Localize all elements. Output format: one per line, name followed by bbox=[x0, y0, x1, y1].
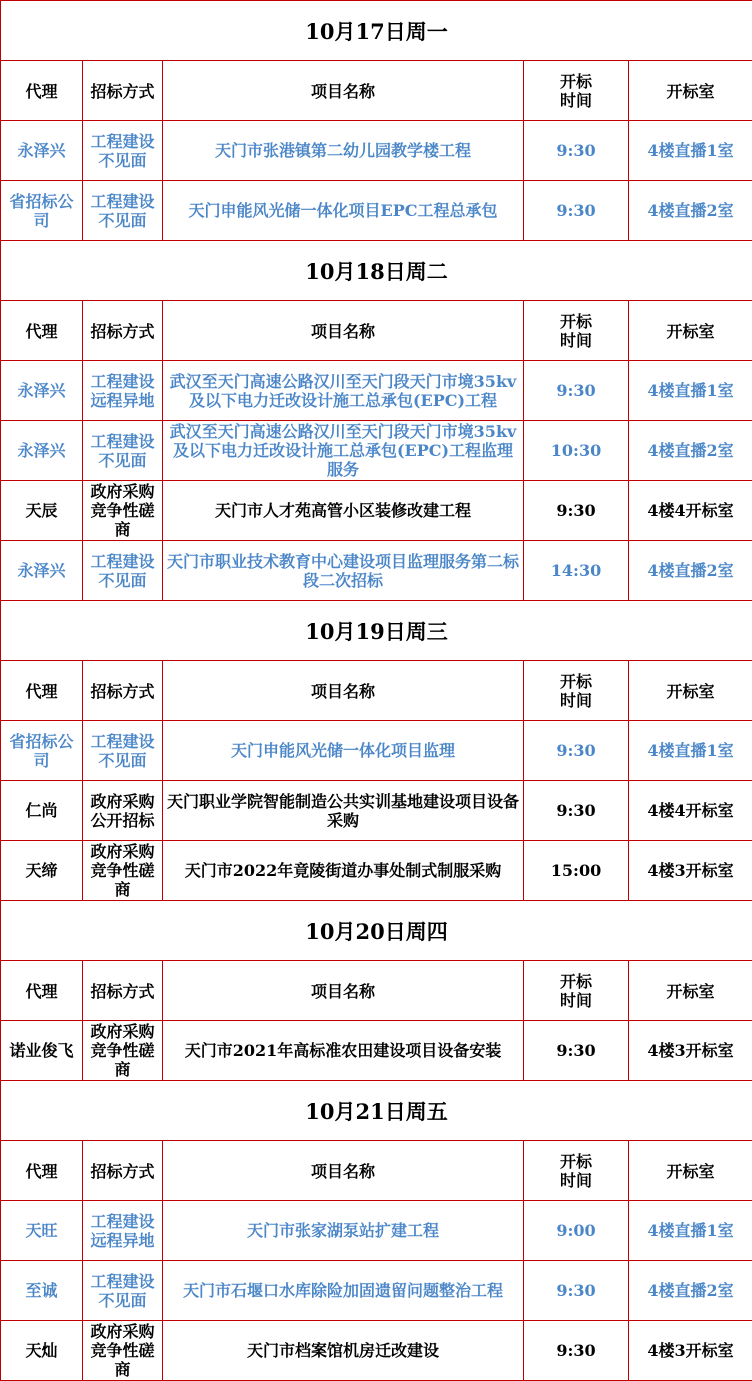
header-time: 开标 时间 bbox=[524, 61, 629, 121]
table-row bbox=[1, 721, 752, 781]
agent-cell: 天辰 bbox=[1, 481, 83, 541]
open-room-cell: 4楼直播2室 bbox=[629, 541, 752, 601]
table-row bbox=[1, 1261, 752, 1321]
open-time-cell: 9:30 bbox=[524, 721, 629, 781]
open-time-cell: 9:30 bbox=[524, 1321, 629, 1381]
day-title: 10月17日周一 bbox=[1, 1, 752, 61]
table-row bbox=[1, 181, 752, 241]
open-room-cell: 4楼直播1室 bbox=[629, 721, 752, 781]
open-room-cell: 4楼直播1室 bbox=[629, 361, 752, 421]
day-title: 10月19日周三 bbox=[1, 601, 752, 661]
column-header-row bbox=[1, 1141, 752, 1201]
project-name-cell: 天门申能风光储一体化项目监理 bbox=[163, 721, 524, 781]
open-room-cell: 4楼直播1室 bbox=[629, 1201, 752, 1261]
open-room-cell: 4楼4开标室 bbox=[629, 481, 752, 541]
agent-cell: 天缔 bbox=[1, 841, 83, 901]
project-name-cell: 天门市档案馆机房迁改建设 bbox=[163, 1321, 524, 1381]
agent-cell: 至诚 bbox=[1, 1261, 83, 1321]
header-time: 开标 时间 bbox=[524, 301, 629, 361]
project-name-cell: 武汉至天门高速公路汉川至天门段天门市境35kv及以下电力迁改设计施工总承包(EPC)工程 bbox=[163, 361, 524, 421]
column-header-row bbox=[1, 961, 752, 1021]
table-row bbox=[1, 1321, 752, 1381]
header-project: 项目名称 bbox=[163, 1141, 524, 1201]
column-header-row bbox=[1, 61, 752, 121]
open-time-cell: 9:30 bbox=[524, 361, 629, 421]
open-time-cell: 15:00 bbox=[524, 841, 629, 901]
table-row bbox=[1, 1021, 752, 1081]
open-time-cell: 9:30 bbox=[524, 781, 629, 841]
header-method: 招标方式 bbox=[83, 1141, 163, 1201]
agent-cell: 省招标公 司 bbox=[1, 181, 83, 241]
header-method: 招标方式 bbox=[83, 961, 163, 1021]
open-time-cell: 9:30 bbox=[524, 1261, 629, 1321]
agent-cell: 永泽兴 bbox=[1, 421, 83, 481]
project-name-cell: 天门市张家湖泵站扩建工程 bbox=[163, 1201, 524, 1261]
open-room-cell: 4楼3开标室 bbox=[629, 1321, 752, 1381]
method-cell: 工程建设 远程异地 bbox=[83, 361, 163, 421]
project-name-cell: 武汉至天门高速公路汉川至天门段天门市境35kv及以下电力迁改设计施工总承包(EPC)工程监理服务 bbox=[163, 421, 524, 481]
table-row bbox=[1, 121, 752, 181]
open-time-cell: 10:30 bbox=[524, 421, 629, 481]
header-time: 开标 时间 bbox=[524, 661, 629, 721]
table-row bbox=[1, 421, 752, 481]
open-room-cell: 4楼直播2室 bbox=[629, 421, 752, 481]
table-row bbox=[1, 361, 752, 421]
open-time-cell: 14:30 bbox=[524, 541, 629, 601]
header-agent: 代理 bbox=[1, 661, 83, 721]
open-time-cell: 9:30 bbox=[524, 181, 629, 241]
day-heading-row bbox=[1, 1081, 752, 1141]
open-time-cell: 9:00 bbox=[524, 1201, 629, 1261]
method-cell: 政府采购 竞争性磋 商 bbox=[83, 481, 163, 541]
header-method: 招标方式 bbox=[83, 61, 163, 121]
method-cell: 工程建设 不见面 bbox=[83, 1261, 163, 1321]
header-time: 开标 时间 bbox=[524, 1141, 629, 1201]
method-cell: 工程建设 不见面 bbox=[83, 541, 163, 601]
open-room-cell: 4楼4开标室 bbox=[629, 781, 752, 841]
project-name-cell: 天门职业学院智能制造公共实训基地建设项目设备采购 bbox=[163, 781, 524, 841]
header-agent: 代理 bbox=[1, 301, 83, 361]
method-cell: 工程建设 不见面 bbox=[83, 721, 163, 781]
agent-cell: 永泽兴 bbox=[1, 541, 83, 601]
method-cell: 工程建设 不见面 bbox=[83, 181, 163, 241]
agent-cell: 诺业俊飞 bbox=[1, 1021, 83, 1081]
method-cell: 工程建设 远程异地 bbox=[83, 1201, 163, 1261]
header-project: 项目名称 bbox=[163, 61, 524, 121]
project-name-cell: 天门市2021年高标准农田建设项目设备安装 bbox=[163, 1021, 524, 1081]
agent-cell: 永泽兴 bbox=[1, 361, 83, 421]
header-project: 项目名称 bbox=[163, 661, 524, 721]
day-heading-row bbox=[1, 601, 752, 661]
header-method: 招标方式 bbox=[83, 661, 163, 721]
open-room-cell: 4楼直播2室 bbox=[629, 181, 752, 241]
table-row bbox=[1, 781, 752, 841]
project-name-cell: 天门市石堰口水库除险加固遗留问题整治工程 bbox=[163, 1261, 524, 1321]
open-room-cell: 4楼3开标室 bbox=[629, 1021, 752, 1081]
open-time-cell: 9:30 bbox=[524, 481, 629, 541]
table-row bbox=[1, 841, 752, 901]
open-time-cell: 9:30 bbox=[524, 1021, 629, 1081]
project-name-cell: 天门市职业技术教育中心建设项目监理服务第二标段二次招标 bbox=[163, 541, 524, 601]
day-heading-row bbox=[1, 901, 752, 961]
method-cell: 政府采购 竞争性磋 商 bbox=[83, 1021, 163, 1081]
agent-cell: 永泽兴 bbox=[1, 121, 83, 181]
agent-cell: 省招标公 司 bbox=[1, 721, 83, 781]
agent-cell: 天灿 bbox=[1, 1321, 83, 1381]
table-row bbox=[1, 1201, 752, 1261]
method-cell: 政府采购 公开招标 bbox=[83, 781, 163, 841]
header-method: 招标方式 bbox=[83, 301, 163, 361]
day-heading-row bbox=[1, 241, 752, 301]
header-agent: 代理 bbox=[1, 61, 83, 121]
method-cell: 政府采购 竞争性磋 商 bbox=[83, 1321, 163, 1381]
header-room: 开标室 bbox=[629, 961, 752, 1021]
agent-cell: 天旺 bbox=[1, 1201, 83, 1261]
project-name-cell: 天门市张港镇第二幼儿园教学楼工程 bbox=[163, 121, 524, 181]
open-room-cell: 4楼3开标室 bbox=[629, 841, 752, 901]
method-cell: 工程建设 不见面 bbox=[83, 121, 163, 181]
open-time-cell: 9:30 bbox=[524, 121, 629, 181]
open-room-cell: 4楼直播1室 bbox=[629, 121, 752, 181]
agent-cell: 仁尚 bbox=[1, 781, 83, 841]
day-heading-row bbox=[1, 1, 752, 61]
method-cell: 政府采购 竞争性磋 商 bbox=[83, 841, 163, 901]
day-title: 10月21日周五 bbox=[1, 1081, 752, 1141]
header-time: 开标 时间 bbox=[524, 961, 629, 1021]
project-name-cell: 天门市2022年竟陵街道办事处制式制服采购 bbox=[163, 841, 524, 901]
header-room: 开标室 bbox=[629, 301, 752, 361]
method-cell: 工程建设 不见面 bbox=[83, 421, 163, 481]
table-row bbox=[1, 481, 752, 541]
day-title: 10月18日周二 bbox=[1, 241, 752, 301]
header-agent: 代理 bbox=[1, 1141, 83, 1201]
header-project: 项目名称 bbox=[163, 301, 524, 361]
header-project: 项目名称 bbox=[163, 961, 524, 1021]
table-row bbox=[1, 541, 752, 601]
header-agent: 代理 bbox=[1, 961, 83, 1021]
column-header-row bbox=[1, 661, 752, 721]
header-room: 开标室 bbox=[629, 661, 752, 721]
column-header-row bbox=[1, 301, 752, 361]
header-room: 开标室 bbox=[629, 61, 752, 121]
project-name-cell: 天门申能风光储一体化项目EPC工程总承包 bbox=[163, 181, 524, 241]
header-room: 开标室 bbox=[629, 1141, 752, 1201]
project-name-cell: 天门市人才苑高管小区装修改建工程 bbox=[163, 481, 524, 541]
day-title: 10月20日周四 bbox=[1, 901, 752, 961]
open-room-cell: 4楼直播2室 bbox=[629, 1261, 752, 1321]
